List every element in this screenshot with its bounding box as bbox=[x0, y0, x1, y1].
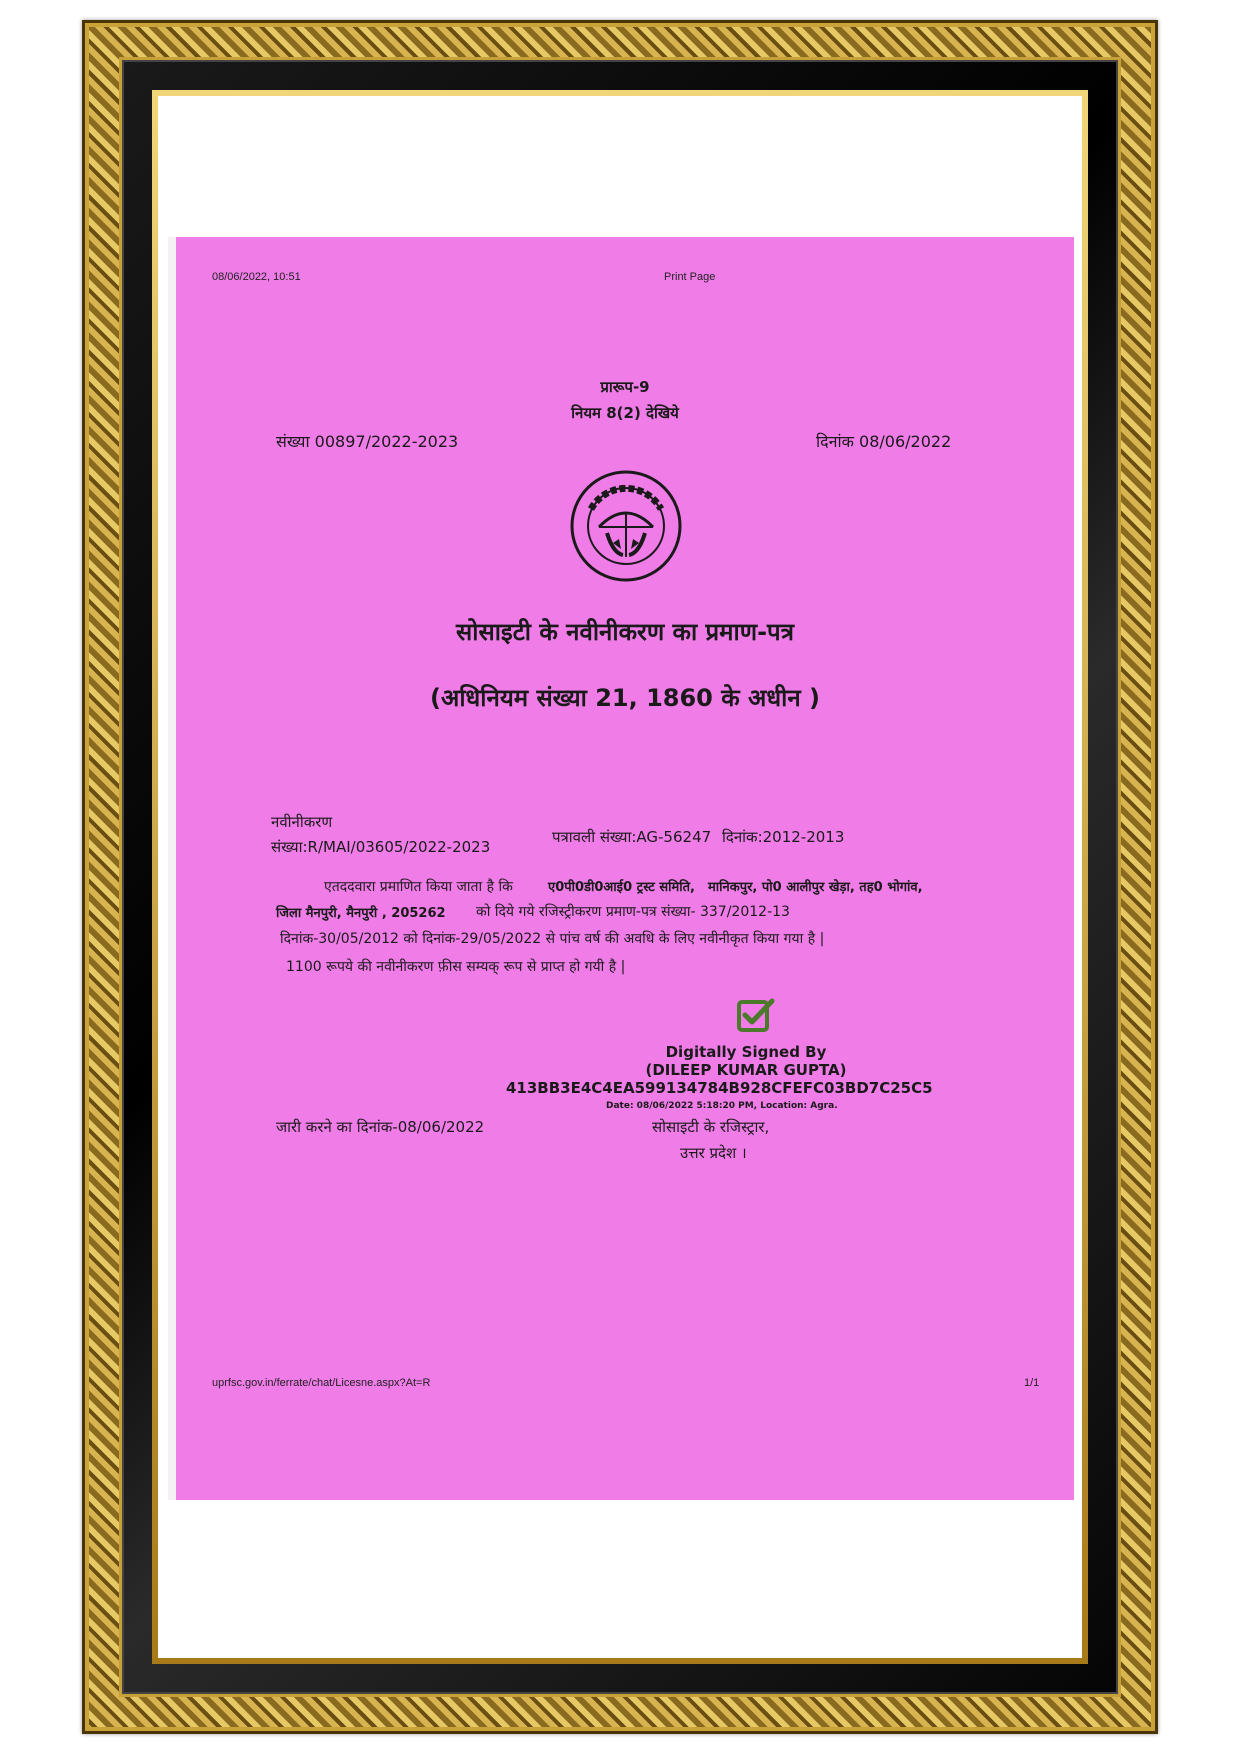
renewal-number: संख्या:R/MAI/03605/2022-2023 bbox=[271, 838, 491, 856]
up-government-seal-icon bbox=[569, 469, 683, 583]
file-number: पत्रावली संख्या:AG-56247 bbox=[552, 828, 712, 846]
certificate-paper bbox=[176, 237, 1074, 1500]
signature-meta: Date: 08/06/2022 5:18:20 PM, Location: Agra. bbox=[606, 1101, 838, 1111]
certificate-subtitle: (अधिनियम संख्या 21, 1860 के अधीन ) bbox=[430, 684, 820, 712]
file-date: दिनांक:2012-2013 bbox=[722, 828, 845, 846]
certificate-date: दिनांक 08/06/2022 bbox=[816, 432, 952, 451]
body-line1-prefix: एतददवारा प्रमाणित किया जाता है कि bbox=[324, 879, 513, 895]
rule-reference: नियम 8(2) देखिये bbox=[571, 404, 679, 422]
society-name: ए0पी0डी0आई0 ट्रस्ट समिति, bbox=[548, 880, 695, 895]
form-number: प्रारूप-9 bbox=[600, 378, 650, 396]
body-line2: को दिये गये रजिस्ट्रीकरण प्रमाण-पत्र संख्या- 337/2012-13 bbox=[476, 904, 790, 920]
body-line4: 1100 रूपये की नवीनीकरण फ़ीस सम्यक् रूप से प्राप्त हो गयी है | bbox=[286, 959, 626, 975]
society-district: जिला मैनपुरी, मैनपुरी , 205262 bbox=[276, 906, 446, 921]
signature-hash: 413BB3E4C4EA599134784B928CFEFC03BD7C25C5 bbox=[506, 1079, 933, 1097]
certificate-title: सोसाइटी के नवीनीकरण का प्रमाण-पत्र bbox=[456, 618, 794, 646]
signer-name: (DILEEP KUMAR GUPTA) bbox=[645, 1061, 847, 1079]
registrar-title: सोसाइटी के रजिस्ट्रार, bbox=[652, 1118, 770, 1136]
checkmark-icon bbox=[736, 997, 776, 1033]
certificate-number: संख्या 00897/2022-2023 bbox=[276, 432, 459, 451]
registrar-state: उत्तर प्रदेश । bbox=[680, 1144, 747, 1162]
body-line3: दिनांक-30/05/2012 को दिनांक-29/05/2022 से पांच वर्ष की अवधि के लिए नवीनीकृत किया गया है | bbox=[280, 931, 825, 947]
renewal-label: नवीनीकरण bbox=[271, 813, 333, 831]
issue-date: जारी करने का दिनांक-08/06/2022 bbox=[276, 1118, 485, 1136]
print-timestamp: 08/06/2022, 10:51 bbox=[212, 271, 301, 283]
print-footer-url: uprfsc.gov.in/ferrate/chat/Licesne.aspx?At=R bbox=[212, 1377, 431, 1389]
society-address: मानिकपुर, पो0 आलीपुर खेड़ा, तह0 भोगांव, bbox=[708, 880, 923, 895]
print-page-title: Print Page bbox=[664, 271, 716, 283]
print-footer-page: 1/1 bbox=[1024, 1377, 1040, 1389]
signed-by-label: Digitally Signed By bbox=[665, 1043, 827, 1061]
